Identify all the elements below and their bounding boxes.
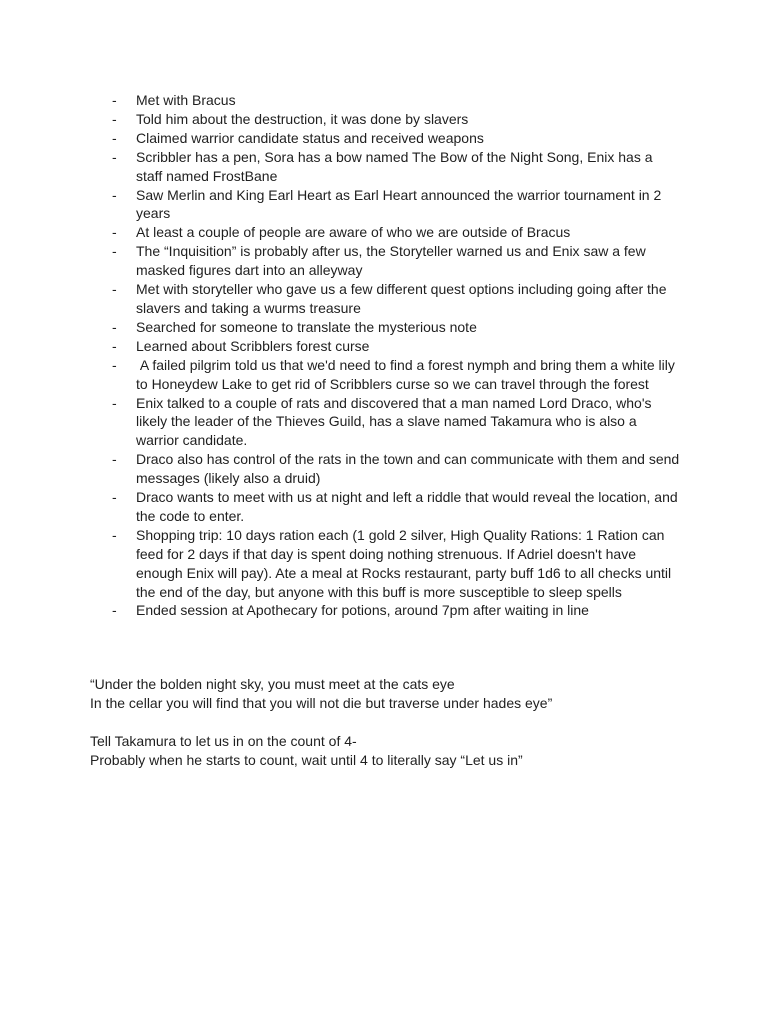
list-item-text: Draco also has control of the rats in the town and can communicate with them and send messages (likely also a druid) bbox=[136, 451, 684, 487]
list-item bbox=[112, 280, 682, 318]
riddle-line: In the cellar you will find that you will not die but traverse under hades eye” bbox=[90, 695, 553, 711]
bullet-dash: - bbox=[112, 148, 117, 165]
list-item bbox=[112, 129, 682, 148]
list-item bbox=[112, 148, 682, 186]
list-item bbox=[112, 242, 682, 280]
bullet-dash: - bbox=[112, 489, 117, 506]
list-item-text: Draco wants to meet with us at night and left a riddle that would reveal the location, and the code to enter. bbox=[136, 489, 682, 524]
bullet-dash: - bbox=[112, 356, 117, 373]
list-item bbox=[112, 91, 682, 110]
list-item-text: Met with storyteller who gave us a few different quest options including going after the slavers and taking a wurms treasure bbox=[136, 281, 671, 316]
list-item-text: Learned about Scribblers forest curse bbox=[136, 337, 370, 354]
session-notes-list bbox=[112, 91, 682, 620]
riddle-line: “Under the bolden night sky, you must meet at the cats eye bbox=[90, 676, 455, 692]
list-item-text: The “Inquisition” is probably after us, the Storyteller warned us and Enix saw a few masked figures dart into an alleyway bbox=[136, 243, 650, 279]
list-item-text: Shopping trip: 10 days ration each (1 gold 2 silver, High Quality Rations: 1 Ration can feed for 2 days if that day is spent doing nothing strenuous. If Adriel doesn't have enough Enix will pay). Ate a meal at Rocks restaurant, party buff 1d6 to all checks until the end of the day, but anyone with this buff is more susceptible to sleep spells bbox=[136, 526, 676, 600]
list-item bbox=[112, 337, 682, 356]
list-item-text: At least a couple of people are aware of who we are outside of Bracus bbox=[136, 224, 571, 241]
list-item bbox=[112, 356, 682, 394]
bullet-dash: - bbox=[112, 92, 117, 108]
list-item-text: Enix talked to a couple of rats and discovered that a man named Lord Draco, who's likely the leader of the Thieves Guild, has a slave named Takamura who is also a warrior candidate. bbox=[136, 394, 656, 449]
list-item bbox=[112, 318, 682, 337]
code-line: Probably when he starts to count, wait until 4 to literally say “Let us in” bbox=[90, 752, 523, 768]
bullet-dash: - bbox=[112, 186, 117, 203]
bullet-dash: - bbox=[112, 224, 117, 241]
bullet-dash: - bbox=[112, 526, 117, 543]
bullet-dash: - bbox=[112, 394, 117, 411]
list-item bbox=[112, 450, 682, 488]
list-item bbox=[112, 526, 682, 602]
list-item bbox=[112, 394, 682, 451]
list-item-text: Saw Merlin and King Earl Heart as Earl Heart announced the warrior tournament in 2 years bbox=[136, 186, 666, 222]
bullet-dash: - bbox=[112, 281, 117, 298]
list-item bbox=[112, 186, 682, 224]
list-item bbox=[112, 488, 682, 526]
riddle-section bbox=[90, 675, 730, 770]
list-item-text: Met with Bracus bbox=[136, 92, 236, 108]
list-item-text: Searched for someone to translate the mysterious note bbox=[136, 318, 477, 335]
bullet-dash: - bbox=[112, 129, 117, 146]
code-line: Tell Takamura to let us in on the count of 4- bbox=[90, 733, 357, 749]
bullet-dash: - bbox=[112, 243, 117, 260]
bullet-dash: - bbox=[112, 337, 117, 354]
list-item-text: Ended session at Apothecary for potions, around 7pm after waiting in line bbox=[136, 602, 589, 619]
bullet-dash: - bbox=[112, 451, 117, 468]
list-item bbox=[112, 601, 682, 620]
list-item bbox=[112, 110, 682, 129]
list-item bbox=[112, 223, 682, 242]
list-item-text: Claimed warrior candidate status and received weapons bbox=[136, 129, 484, 146]
list-item-text: Told him about the destruction, it was done by slavers bbox=[136, 110, 469, 127]
bullet-dash: - bbox=[112, 318, 117, 335]
bullet-dash: - bbox=[112, 110, 117, 127]
list-item-text: Scribbler has a pen, Sora has a bow named The Bow of the Night Song, Enix has a staff named FrostBane bbox=[136, 148, 657, 184]
paragraph-gap bbox=[90, 713, 730, 732]
list-item-text: A failed pilgrim told us that we'd need to find a forest nymph and bring them a white lily to Honeydew Lake to get rid of Scribblers curse so we can travel through the forest bbox=[136, 356, 679, 392]
bullet-dash: - bbox=[112, 602, 117, 619]
